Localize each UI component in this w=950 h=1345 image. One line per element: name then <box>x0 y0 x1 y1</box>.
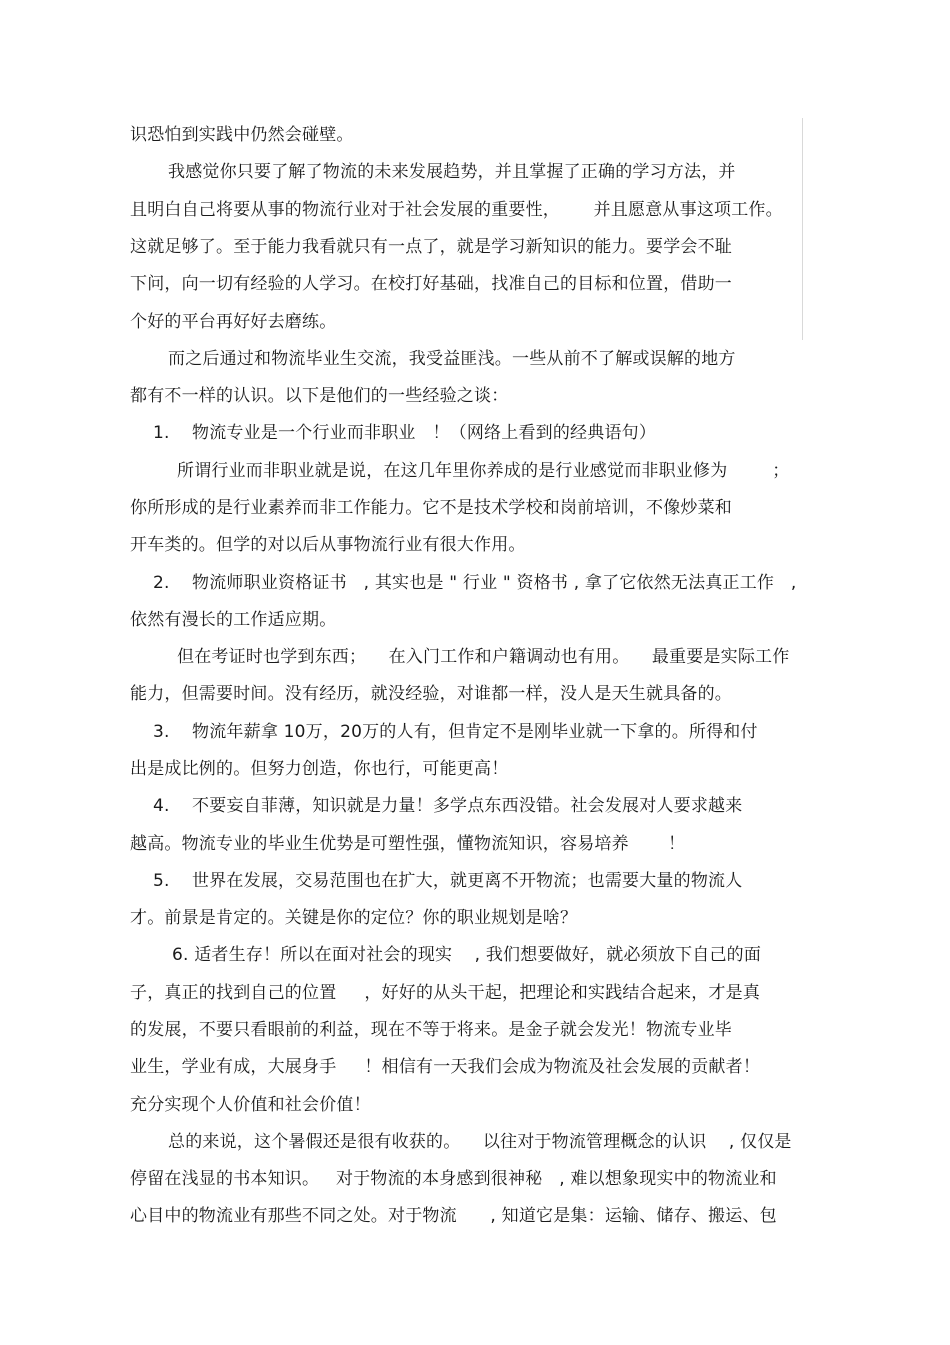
text-line: 出是成比例的。但努力创造，你也行，可能更高！ <box>130 759 509 779</box>
text-line: 才。前景是肯定的。关键是你的定位？你的职业规划是啥？ <box>130 908 578 928</box>
list-item: 4. 不要妄自菲薄，知识就是力量！多学点东西没错。社会发展对人要求越来 <box>153 796 743 816</box>
text-line: 停留在浅显的书本知识。 对于物流的本身感到很神秘 , 难以想象现实中的物流业和 <box>130 1169 777 1189</box>
list-item: 1. 物流专业是一个行业而非职业 ！（网络上看到的经典语句） <box>153 423 657 443</box>
text-line: 开车类的。但学的对以后从事物流行业有很大作用。 <box>130 535 526 555</box>
list-item: 5. 世界在发展，交易范围也在扩大，就更离不开物流；也需要大量的物流人 <box>153 871 743 891</box>
list-item: 6. 适者生存！所以在面对社会的现实 , 我们想要做好，就必须放下自己的面 <box>172 945 762 965</box>
text-line: 子，真正的找到自己的位置 ，好好的从头干起，把理论和实践结合起来，才是真 <box>130 983 761 1003</box>
text-line: 而之后通过和物流毕业生交流，我受益匪浅。一些从前不了解或误解的地方 <box>168 349 736 369</box>
text-line: 所谓行业而非职业就是说，在这几年里你养成的是行业感觉而非职业修为 ； <box>177 461 790 481</box>
text-line: 都有不一样的认识。以下是他们的一些经验之谈： <box>130 386 509 406</box>
margin-rule <box>802 118 803 340</box>
text-line: 这就足够了。至于能力我看就只有一点了，就是学习新知识的能力。要学会不耻 <box>130 237 732 257</box>
text-line: 我感觉你只要了解了物流的未来发展趋势，并且掌握了正确的学习方法，并 <box>168 162 736 182</box>
text-line: 你所形成的是行业素养而非工作能力。它不是技术学校和岗前培训，不像炒菜和 <box>130 498 732 518</box>
text-line: 心目中的物流业有那些不同之处。对于物流 , 知道它是集：运输、储存、搬运、包 <box>130 1206 777 1226</box>
text-line: 业生，学业有成，大展身手 ！相信有一天我们会成为物流及社会发展的贡献者！ <box>130 1057 761 1077</box>
text-line: 越高。物流专业的毕业生优势是可塑性强，懂物流知识，容易培养 ！ <box>130 834 686 854</box>
text-line: 总的来说，这个暑假还是很有收获的。 以往对于物流管理概念的认识 , 仅仅是 <box>168 1132 792 1152</box>
text-line: 能力，但需要时间。没有经历，就没经验，对谁都一样，没人是天生就具备的。 <box>130 684 732 704</box>
text-line: 依然有漫长的工作适应期。 <box>130 610 337 630</box>
text-line: 但在考证时也学到东西； 在入门工作和户籍调动也有用。 最重要是实际工作 <box>177 647 790 667</box>
text-line: 个好的平台再好好去磨练。 <box>130 312 337 332</box>
text-line: 识恐怕到实践中仍然会碰壁。 <box>130 125 354 145</box>
text-line: 下问，向一切有经验的人学习。在校打好基础，找准自己的目标和位置，借助一 <box>130 274 732 294</box>
text-line: 且明白自己将要从事的物流行业对于社会发展的重要性， 并且愿意从事这项工作。 <box>130 200 783 220</box>
list-item: 3. 物流年薪拿 10万，20万的人有，但肯定不是刚毕业就一下拿的。所得和付 <box>153 722 758 742</box>
list-item: 2. 物流师职业资格证书 , 其实也是 " 行业 " 资格书 , 拿了它依然无法真正工作 , <box>153 573 797 593</box>
text-line: 充分实现个人价值和社会价值！ <box>130 1095 371 1115</box>
text-line: 的发展，不要只看眼前的利益，现在不等于将来。是金子就会发光！物流专业毕 <box>130 1020 732 1040</box>
